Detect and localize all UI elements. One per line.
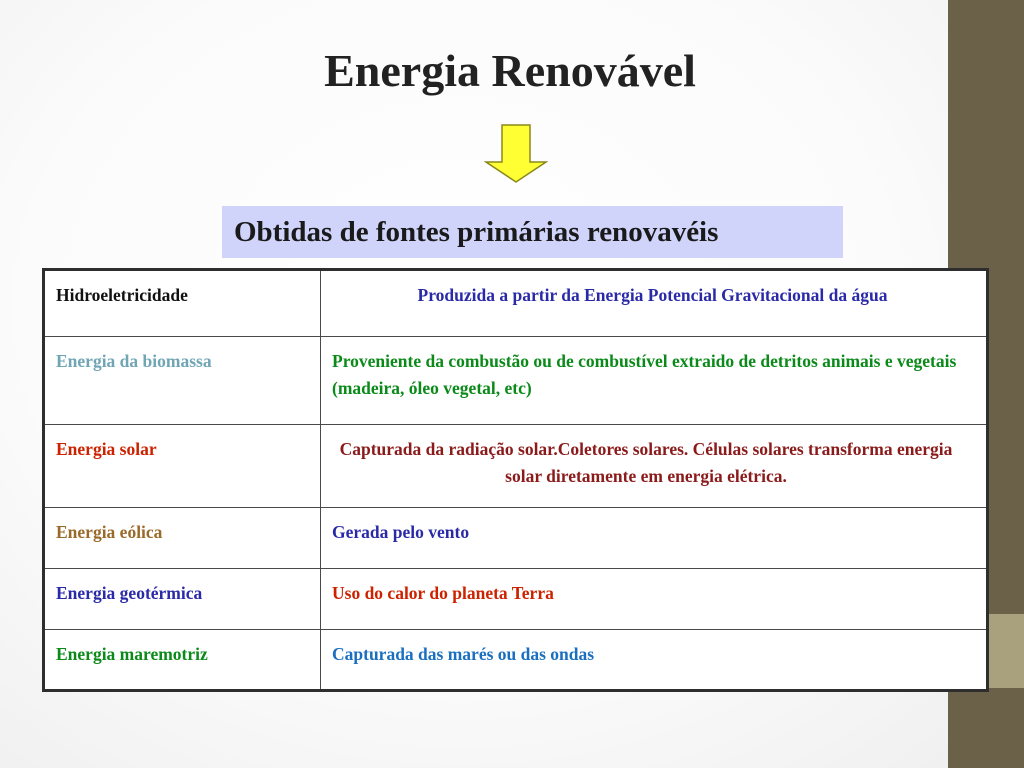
energy-table — [42, 268, 989, 692]
down-arrow-icon — [484, 124, 548, 184]
energy-description-cell: Capturada das marés ou das ondas — [321, 630, 988, 691]
energy-description-cell: Produzida a partir da Energia Potencial Gravitacional da água — [321, 270, 988, 337]
energy-name-cell: Energia eólica — [44, 508, 321, 569]
table-row — [44, 337, 988, 425]
table-row — [44, 569, 988, 630]
energy-description-cell: Capturada da radiação solar.Coletores solares. Células solares transforma energia solar diretamente em energia elétrica. — [321, 425, 988, 508]
energy-name-cell: Hidroeletricidade — [44, 270, 321, 337]
table-row — [44, 508, 988, 569]
energy-description-cell: Gerada pelo vento — [321, 508, 988, 569]
table-row — [44, 425, 988, 508]
slide-title: Energia Renovável — [324, 45, 696, 96]
subtitle-box: Obtidas de fontes primárias renovavéis — [222, 206, 843, 258]
energy-name-cell: Energia geotérmica — [44, 569, 321, 630]
energy-description-cell: Proveniente da combustão ou de combustível extraido de detritos animais e vegetais (madeira, óleo vegetal, etc) — [321, 337, 988, 425]
energy-name-cell: Energia solar — [44, 425, 321, 508]
energy-name-cell: Energia da biomassa — [44, 337, 321, 425]
energy-description-cell: Uso do calor do planeta Terra — [321, 569, 988, 630]
table-row — [44, 270, 988, 337]
energy-name-cell: Energia maremotriz — [44, 630, 321, 691]
table-row — [44, 630, 988, 691]
